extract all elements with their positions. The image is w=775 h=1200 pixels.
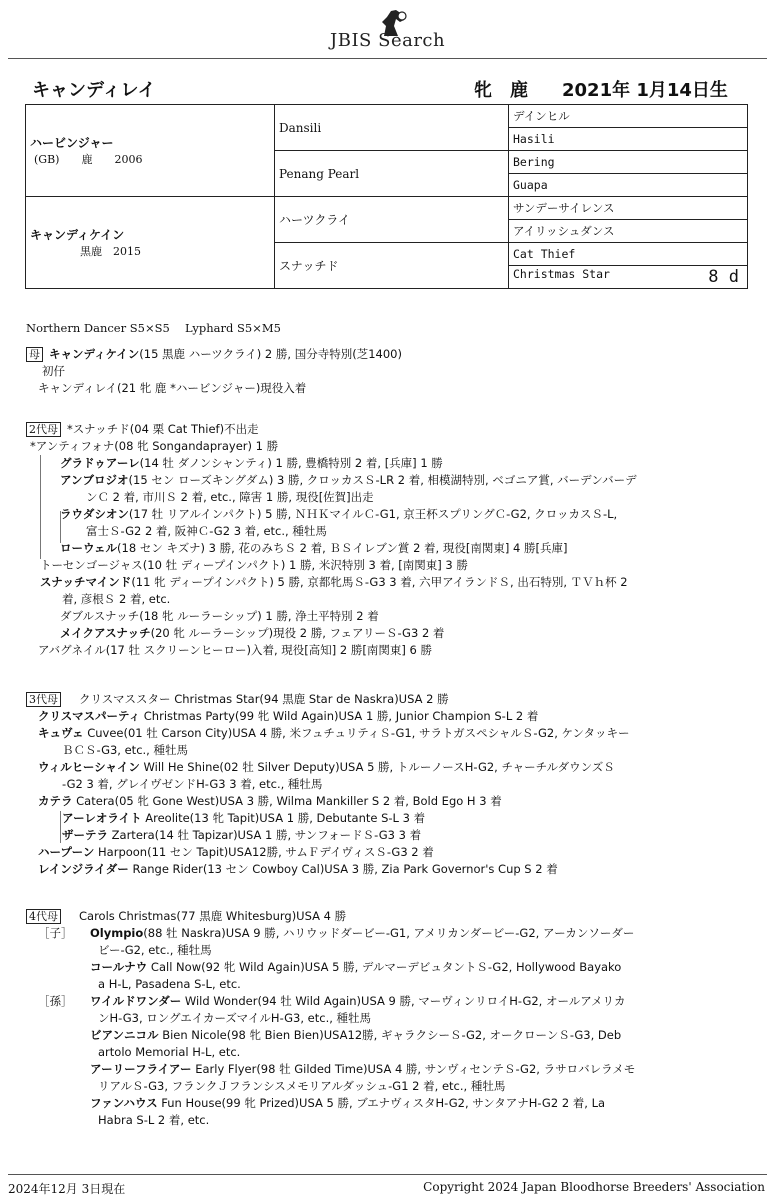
list-item — [26, 557, 756, 574]
entry-name[interactable]: アンブロジオ — [60, 473, 129, 487]
pedigree-table — [25, 104, 748, 289]
list-item — [26, 861, 756, 878]
list-item — [26, 591, 756, 608]
entry-name[interactable]: ローウェル — [60, 541, 118, 555]
entry-text: *アンティフォナ(08 牝 Songandaprayer) 1 勝 — [30, 439, 279, 453]
pedigree-g3-7[interactable]: Cat Thief — [509, 243, 748, 266]
entry-text: Carols Christmas(77 黒鹿 Whitesburg)USA 4 勝 — [79, 909, 347, 923]
dam-name[interactable]: キャンディケイン — [30, 228, 125, 242]
list-item — [26, 1027, 756, 1044]
list-item — [26, 908, 756, 925]
entry-text: Fun House(99 牝 Prized)USA 5 勝, ブエナヴィスタH-G2, サンタアナH-G2 2 着, La — [157, 1096, 606, 1110]
pedigree-g3-5[interactable]: サンデーサイレンス — [509, 197, 748, 220]
list-item — [26, 810, 756, 827]
entry-text: ンＣ 2 着, 市川Ｓ 2 着, etc., 障害 1 勝, 現役[佐賀]出走 — [86, 490, 374, 504]
entry-text: (15 黒鹿 ハーツクライ) 2 勝, 国分寺特別(芝1400) — [139, 347, 402, 361]
entry-name[interactable]: Olympio — [90, 926, 144, 940]
entry-text: -G2 3 着, グレイヴゼンドH-G3 3 着, etc., 種牡馬 — [62, 777, 323, 791]
list-item — [26, 759, 756, 776]
list-item — [26, 346, 756, 363]
entry-name[interactable]: ワイルドワンダー — [90, 994, 182, 1008]
entry-text: リアルＳ-G3, フランクＪフランシスメモリアルダッシュ-G1 2 着, etc., 種牡馬 — [98, 1079, 506, 1093]
list-item — [26, 742, 756, 759]
entry-text: ダブルスナッチ(18 牝 ルーラーシップ) 1 勝, 浄土平特別 2 着 — [60, 609, 379, 623]
entry-text: 着, 彦根Ｓ 2 着, etc. — [62, 592, 171, 606]
sire-sub: (GB) 鹿 2006 — [34, 153, 143, 166]
horse-birth: 2021年 1月14日生 — [562, 80, 728, 101]
entry-text: Wild Wonder(94 牡 Wild Again)USA 9 勝, マーヴィンリロイH-G2, オールアメリカ — [181, 994, 626, 1008]
list-item — [26, 691, 756, 708]
dam-section — [26, 346, 756, 397]
entry-name[interactable]: クリスマスパーティ — [38, 709, 141, 723]
entry-text: a H-L, Pasadena S-L, etc. — [98, 977, 241, 991]
list-item — [26, 625, 756, 642]
entry-name[interactable]: コールナウ — [90, 960, 148, 974]
fourth-dam-section — [26, 908, 756, 1129]
dosage-value: 8 d — [708, 267, 739, 287]
entry-name[interactable]: キュヴェ — [38, 726, 84, 740]
list-item — [26, 725, 756, 742]
pedigree-g3-8[interactable] — [509, 266, 748, 289]
list-item — [26, 380, 756, 397]
list-item — [26, 1095, 756, 1112]
entry-text: 富士Ｓ-G2 2 着, 阪神Ｃ-G2 3 着, etc., 種牡馬 — [86, 524, 327, 538]
horse-meta — [474, 76, 746, 102]
horse-name: キャンディレイ — [32, 80, 156, 101]
list-item — [26, 1044, 756, 1061]
pedigree-g3-2[interactable]: Hasili — [509, 128, 748, 151]
entry-text: (20 牝 ルーラーシップ)現役 2 勝, フェアリーＳ-G3 2 着 — [150, 626, 445, 640]
section-tag: 3代母 — [26, 692, 61, 707]
pedigree-g3-1[interactable]: デインヒル — [509, 105, 748, 128]
entry-name[interactable]: アーレオライト — [62, 811, 142, 825]
pedigree-g3-3[interactable]: Bering — [509, 151, 748, 174]
entry-name[interactable]: レインジライダー — [38, 862, 129, 876]
entry-text: クリスマススター Christmas Star(94 黒鹿 Star de Naskra)USA 2 勝 — [79, 692, 449, 706]
entry-name[interactable]: アーリーフライアー — [90, 1062, 192, 1076]
footer-copyright: Copyright 2024 Japan Bloodhorse Breeders' Association — [423, 1180, 765, 1194]
entry-text: トーセンゴージャス(10 牡 ディープインパクト) 1 勝, 米沢特別 3 着, [南関東] 3 勝 — [40, 558, 468, 572]
list-item — [26, 421, 756, 438]
entry-text: (17 牡 リアルインパクト) 5 勝, ＮＨＫマイルＣ-G1, 京王杯スプリングＣ-G2, クロッカスＳ-L, — [128, 507, 618, 521]
entry-text: Catera(05 牝 Gone West)USA 3 勝, Wilma Mankiller S 2 着, Bold Ego H 3 着 — [72, 794, 502, 808]
entry-text: Call Now(92 牝 Wild Again)USA 5 勝, デルマーデビュタントＳ-G2, Hollywood Bayako — [147, 960, 622, 974]
list-item — [26, 363, 756, 380]
entry-name[interactable]: ファンハウス — [90, 1096, 158, 1110]
pedigree-sire[interactable] — [26, 105, 275, 197]
entry-name[interactable]: カテラ — [38, 794, 73, 808]
pedigree-sire-sire[interactable]: Dansili — [275, 105, 509, 151]
entry-text: Habra S-L 2 着, etc. — [98, 1113, 210, 1127]
list-item — [26, 489, 756, 506]
list-item — [26, 827, 756, 844]
entry-text: ンH-G3, ロングエイカーズマイルH-G3, etc., 種牡馬 — [98, 1011, 372, 1025]
entry-name[interactable]: グラドゥアーレ — [60, 456, 140, 470]
list-item — [26, 642, 756, 659]
list-item — [26, 438, 756, 455]
list-item — [26, 925, 756, 942]
list-item — [26, 608, 756, 625]
entry-text: Cuvee(01 牡 Carson City)USA 4 勝, 米フュチュリティＳ-G1, サラトガスペシャルＳ-G2, ケンタッキー — [83, 726, 630, 740]
pedigree-g3-6[interactable]: アイリッシュダンス — [509, 220, 748, 243]
list-item — [26, 959, 756, 976]
entry-text: (88 牡 Naskra)USA 9 勝, ハリウッドダービー-G1, アメリカンダービー-G2, アーカンソーダー — [143, 926, 635, 940]
pedigree-g3-4[interactable]: Guapa — [509, 174, 748, 197]
entry-text: Christmas Party(99 牝 Wild Again)USA 1 勝, Junior Champion S-L 2 着 — [140, 709, 539, 723]
entry-name[interactable]: メイクアスナッチ — [60, 626, 151, 640]
list-item — [26, 1112, 756, 1129]
list-item — [26, 793, 756, 810]
entry-name[interactable]: キャンディケイン — [49, 347, 140, 361]
dam-sub: 黒鹿 2015 — [80, 245, 141, 258]
section-tag: 4代母 — [26, 909, 61, 924]
entry-text: Harpoon(11 セン Tapit)USA12勝, サムＦデイヴィスＳ-G3 2 着 — [94, 845, 434, 859]
third-dam-section — [26, 691, 756, 878]
entry-text: ビー-G2, etc., 種牡馬 — [98, 943, 212, 957]
list-item — [26, 993, 756, 1010]
jbis-logo[interactable] — [330, 8, 460, 52]
entry-text: *スナッチド(04 栗 Cat Thief)不出走 — [67, 422, 259, 436]
entry-name[interactable]: ビアンニコル — [90, 1028, 159, 1042]
entry-text: アバグネイル(17 牡 スクリーンヒーロー)入着, 現役[高知] 2 勝[南関東] 6 勝 — [38, 643, 432, 657]
entry-text: Will He Shine(02 牡 Silver Deputy)USA 5 勝, トルーノースH-G2, チャーチルダウンズＳ — [139, 760, 615, 774]
horse-color: 鹿 — [510, 80, 528, 101]
entry-text: (11 牝 ディープインパクト) 5 勝, 京都牝馬Ｓ-G3 3 着, 六甲アイランドＳ, 出石特別, ＴＶｈ杯 2 — [131, 575, 628, 589]
entry-text: (14 牡 ダノンシャンティ) 1 勝, 豊橋特別 2 着, [兵庫] 1 勝 — [139, 456, 443, 470]
list-item — [26, 540, 756, 557]
list-item — [26, 776, 756, 793]
entry-text: Areolite(13 牝 Tapit)USA 1 勝, Debutante S-L 3 着 — [141, 811, 426, 825]
entry-name[interactable]: ラウダシオン — [60, 507, 129, 521]
entry-text: artolo Memorial H-L, etc. — [98, 1045, 241, 1059]
entry-text: Range Rider(13 セン Cowboy Cal)USA 3 勝, Zia Park Governor's Cup S 2 着 — [128, 862, 558, 876]
entry-name[interactable]: スナッチマインド — [40, 575, 132, 589]
list-item — [26, 844, 756, 861]
list-item — [26, 1078, 756, 1095]
entry-text: 初仔 — [42, 364, 65, 378]
horse-sex: 牝 — [474, 80, 492, 101]
list-item — [26, 708, 756, 725]
section-tag: 2代母 — [26, 422, 61, 437]
child-label: ［子］ — [38, 926, 73, 940]
pedigree-dam[interactable] — [26, 197, 275, 289]
list-item — [26, 1061, 756, 1078]
entry-text: Bien Nicole(98 牝 Bien Bien)USA12勝, ギャラクシーＳ-G2, オークローンＳ-G3, Deb — [158, 1028, 622, 1042]
entry-text: (15 セン ローズキングダム) 3 勝, クロッカスＳ-LR 2 着, 相模湖特別, ベゴニア賞, バーデンバーデ — [128, 473, 637, 487]
pedigree-sire-dam[interactable]: Penang Pearl — [275, 151, 509, 197]
pedigree-dam-sire[interactable]: ハーツクライ — [275, 197, 509, 243]
list-item — [26, 1010, 756, 1027]
list-item — [26, 455, 756, 472]
inbreeding-summary: Northern Dancer S5×S5 Lyphard S5×M5 — [26, 321, 281, 335]
pedigree-dam-dam[interactable]: スナッチド — [275, 243, 509, 289]
footer-divider — [8, 1174, 767, 1175]
list-item — [26, 506, 756, 523]
section-tag: 母 — [26, 347, 43, 362]
entry-name[interactable]: ザーテラ — [62, 828, 108, 842]
entry-text: (18 セン キズナ) 3 勝, 花のみちＳ 2 着, ＢＳイレブン賞 2 着, 現役[南関東] 4 勝[兵庫] — [117, 541, 568, 555]
footer-date: 2024年12月 3日現在 — [8, 1182, 126, 1196]
list-item — [26, 523, 756, 540]
entry-text: Zartera(14 牡 Tapizar)USA 1 勝, サンフォードＳ-G3 3 着 — [108, 828, 422, 842]
grandchild-label: ［孫］ — [38, 994, 73, 1008]
header-divider — [8, 58, 767, 59]
list-item — [26, 574, 756, 591]
entry-text: キャンディレイ(21 牝 鹿 *ハービンジャー)現役入着 — [38, 381, 307, 395]
second-dam-section — [26, 421, 756, 659]
entry-text: ＢＣＳ-G3, etc., 種牡馬 — [62, 743, 188, 757]
pedigree-g3-8-name[interactable]: Christmas Star — [513, 267, 610, 281]
entry-name[interactable]: ウィルヒーシャイン — [38, 760, 140, 774]
list-item — [26, 976, 756, 993]
list-item — [26, 942, 756, 959]
sire-name[interactable]: ハービンジャー — [30, 136, 114, 150]
entry-name[interactable]: ハープーン — [38, 845, 95, 859]
logo-text: JBIS Search — [330, 30, 446, 51]
entry-text: Early Flyer(98 牡 Gilded Time)USA 4 勝, サンヴィセンテＳ-G2, ラサロバレラメモ — [191, 1062, 636, 1076]
list-item — [26, 472, 756, 489]
